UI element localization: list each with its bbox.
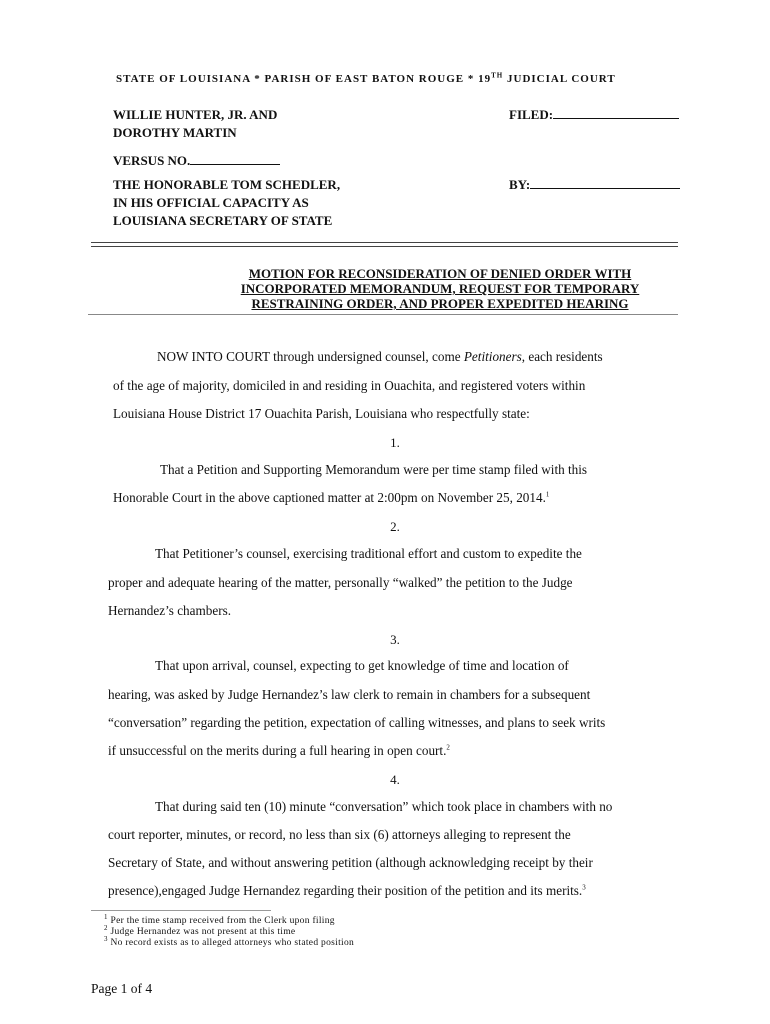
footnote-text: Judge Hernandez was not present at this time — [107, 927, 296, 937]
paragraph-text: if unsuccessful on the merits during a full hearing in open court. — [108, 743, 447, 758]
paragraph-line: court reporter, minutes, or record, no less than six (6) attorneys alleging to represent the — [108, 827, 571, 842]
paragraph-line: That Petitioner’s counsel, exercising traditional effort and custom to expedite the — [155, 546, 582, 561]
footnote-text: No record exists as to alleged attorneys who stated position — [107, 938, 355, 948]
court-header-sup: TH — [491, 71, 504, 80]
paragraph-number: 1. — [390, 435, 400, 450]
defendant-line: IN HIS OFFICIAL CAPACITY AS — [113, 195, 309, 210]
filed-field — [509, 106, 679, 124]
paragraph-line: proper and adequate hearing of the matter, personally “walked” the petition to the Judge — [108, 575, 573, 590]
footnote-text: Per the time stamp received from the Clerk upon filing — [107, 916, 335, 926]
intro-text: NOW INTO COURT through undersigned counsel, come — [157, 349, 464, 364]
title-divider — [88, 314, 678, 315]
paragraph-number: 3. — [390, 632, 400, 647]
caption-divider — [91, 246, 678, 247]
filed-label: FILED: — [509, 107, 554, 122]
footnote-number: 2 — [104, 923, 108, 932]
defendant-line: THE HONORABLE TOM SCHEDLER, — [113, 177, 341, 192]
footnote — [104, 923, 296, 938]
by-blank — [530, 176, 680, 189]
paragraph-line: That upon arrival, counsel, expecting to get knowledge of time and location of — [155, 658, 569, 673]
plaintiff-line: DOROTHY MARTIN — [113, 125, 237, 140]
page-number: Page 1 of 4 — [91, 981, 153, 996]
motion-title-line: RESTRAINING ORDER, AND PROPER EXPEDITED HEARING — [251, 296, 629, 311]
footnote — [104, 912, 335, 927]
paragraph-text: Honorable Court in the above captioned matter at 2:00pm on November 25, 2014. — [113, 490, 546, 505]
paragraph-text: presence),engaged Judge Hernandez regarding their position of the petition and its merits. — [108, 883, 583, 898]
paragraph-line — [108, 744, 450, 758]
footnote-ref: 2 — [446, 743, 450, 752]
plaintiff-names — [113, 106, 277, 142]
paragraph-line — [113, 491, 549, 505]
defendant-names — [113, 176, 340, 230]
footnote-ref: 1 — [545, 490, 550, 499]
footnote — [104, 934, 355, 949]
intro-line — [157, 350, 603, 364]
footnote-ref: 3 — [582, 883, 586, 892]
paragraph-number: 2. — [390, 519, 400, 534]
motion-title-line: INCORPORATED MEMORANDUM, REQUEST FOR TEMPORARY — [240, 281, 640, 296]
paragraph-line: Hernandez’s chambers. — [108, 603, 232, 618]
versus-no-field — [113, 152, 280, 170]
court-header — [116, 73, 616, 85]
defendant-line: LOUISIANA SECRETARY OF STATE — [113, 213, 333, 228]
footnote-number: 1 — [104, 912, 108, 921]
paragraph-line — [108, 884, 586, 898]
paragraph-line: hearing, was asked by Judge Hernandez’s law clerk to remain in chambers for a subsequent — [108, 687, 591, 702]
footnote-separator — [91, 910, 271, 911]
intro-text: , each residents — [521, 349, 603, 364]
court-header-text-end: JUDICIAL COURT — [503, 73, 616, 85]
paragraph-number: 4. — [390, 772, 400, 787]
footnote-number: 3 — [104, 934, 108, 943]
caption-divider — [91, 242, 678, 243]
filed-blank — [553, 106, 679, 119]
by-field — [509, 176, 680, 194]
intro-line: of the age of majority, domiciled in and residing in Ouachita, and registered voters within — [113, 378, 586, 393]
court-header-text: STATE OF LOUISIANA * PARISH OF EAST BATON ROUGE * 19 — [116, 73, 492, 85]
paragraph-line: That during said ten (10) minute “conversation” which took place in chambers with no — [155, 799, 613, 814]
petitioners-term: Petitioners — [463, 349, 522, 364]
versus-label: VERSUS NO. — [113, 153, 191, 168]
paragraph-line: That a Petition and Supporting Memorandum were per time stamp filed with this — [160, 462, 588, 477]
intro-line: Louisiana House District 17 Ouachita Parish, Louisiana who respectfully state: — [113, 406, 530, 421]
docket-number-blank — [190, 152, 280, 165]
paragraph-line: “conversation” regarding the petition, expectation of calling witnesses, and plans to seek writs — [108, 715, 606, 730]
by-label: BY: — [509, 177, 531, 192]
plaintiff-line: WILLIE HUNTER, JR. AND — [113, 107, 278, 122]
motion-title-line: MOTION FOR RECONSIDERATION OF DENIED ORDER WITH — [248, 266, 632, 281]
paragraph-line: Secretary of State, and without answering petition (although acknowledging receipt by their — [108, 855, 593, 870]
motion-title — [200, 266, 680, 311]
